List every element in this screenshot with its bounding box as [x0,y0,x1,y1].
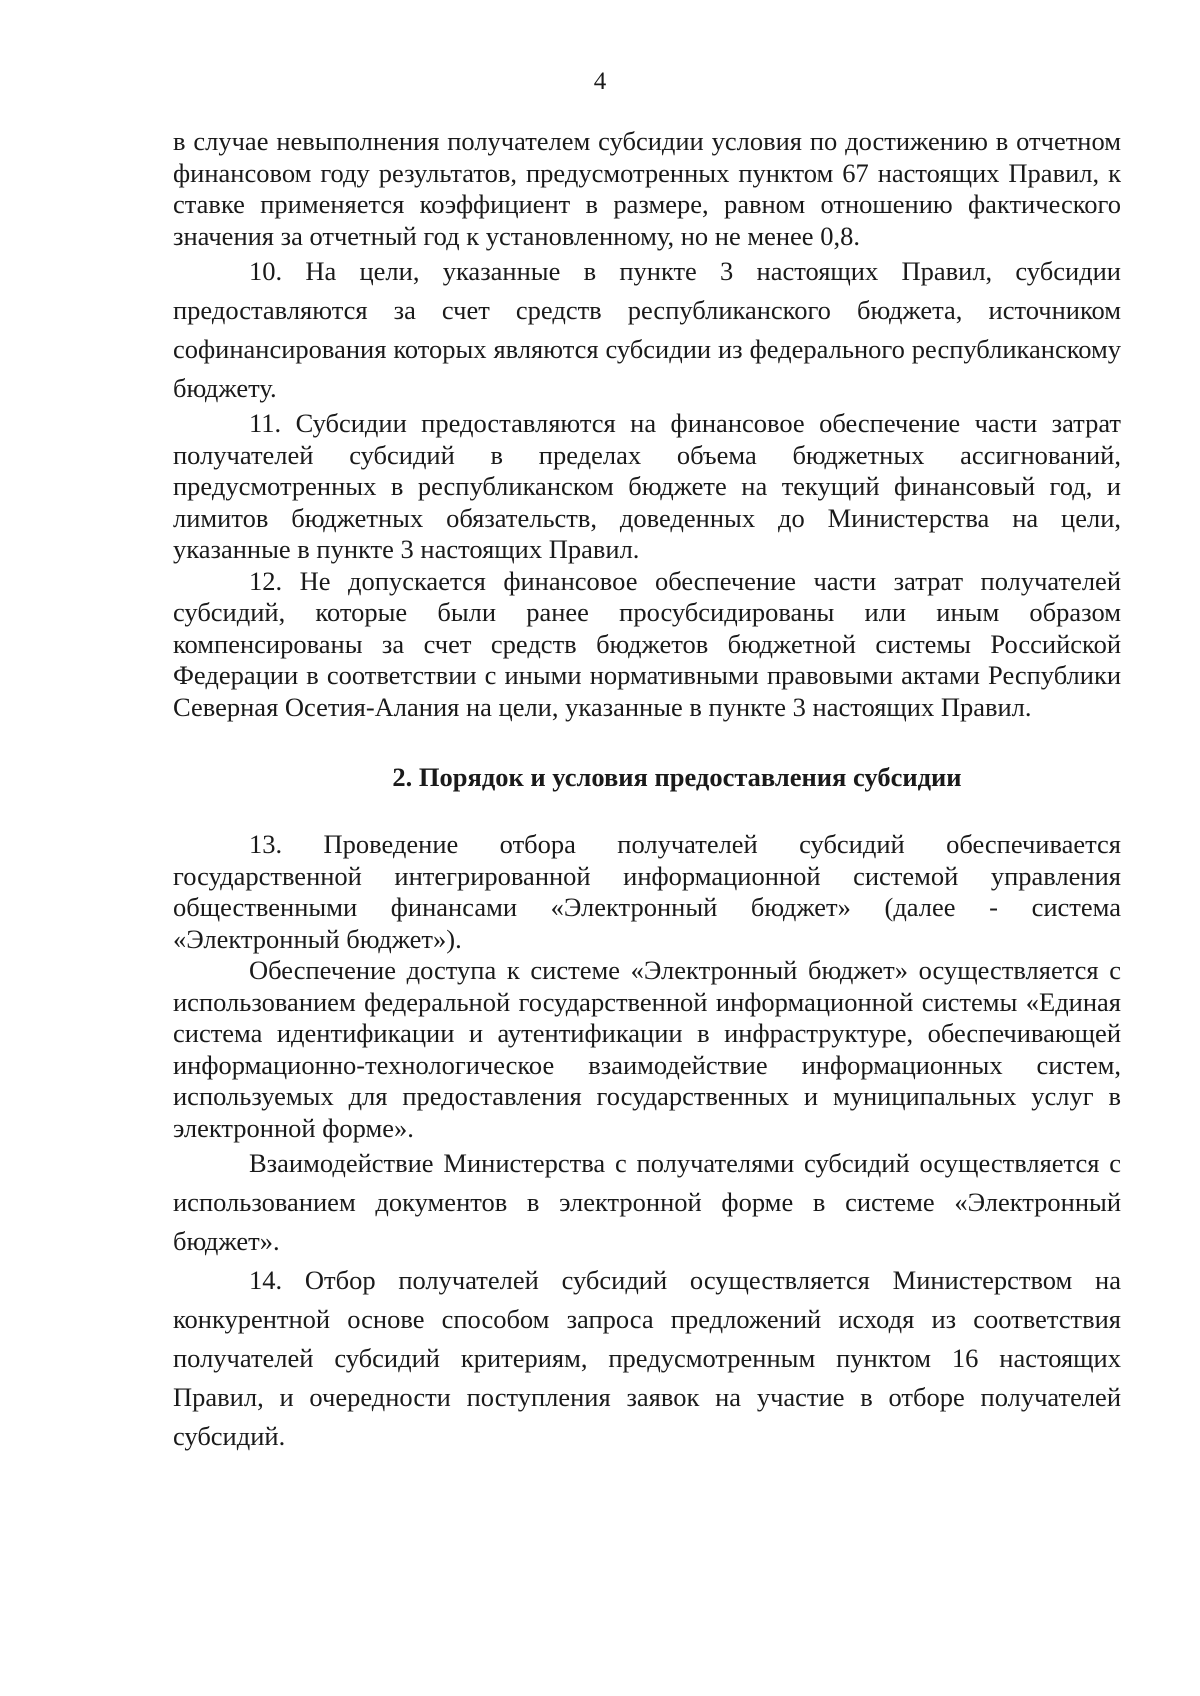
paragraph-14: 14. Отбор получателей субсидий осуществляется Министерством на конкурентной основе способом запроса предложений исходя из соответствия получателей субсидий критериям, предусмотренным пунктом 16 настоящих Правил, и очередности поступления заявок на участие в отборе получателей субсидий. [173,1265,1121,1451]
paragraph-13: 13. Проведение отбора получателей субсидий обеспечивается государственной интегрированной информационной системой управления общественными финансами «Электронный бюджет» (далее - система «Электронный бюджет»). [173,829,1121,954]
page-number: 4 [593,68,607,95]
paragraph-access: Обеспечение доступа к системе «Электронный бюджет» осуществляется с использованием федеральной государственной информационной системы «Единая система идентификации и аутентификации в инфраструктуре, обеспечивающей информационно-технологическое взаимодействие информационных систем, используемых для предоставления государственных и муниципальных услуг в электронной форме». [173,955,1121,1143]
paragraph-12: 12. Не допускается финансовое обеспечение части затрат получателей субсидий, которые были ранее просубсидированы или иным образом компенсированы за счет средств бюджетов бюджетной системы Российской Федерации в соответствии с иными нормативными правовыми актами Республики Северная Осетия-Алания на цели, указанные в пункте 3 настоящих Правил. [173,565,1121,722]
section-heading: 2. Порядок и условия предоставления субсидии [392,762,962,792]
paragraph-11: 11. Субсидии предоставляются на финансовое обеспечение части затрат получателей субсидий в пределах объема бюджетных ассигнований, предусмотренных в республиканском бюджете на текущий финансовый год, и лимитов бюджетных обязательств, доведенных до Министерства на цели, указанные в пункте 3 настоящих Правил. [173,408,1121,564]
paragraph-continuation: в случае невыполнения получателем субсидии условия по достижению в отчетном финансовом году результатов, предусмотренных пунктом 67 настоящих Правил, к ставке применяется коэффициент в размере, равном отношению фактического значения за отчетный год к установленному, но не менее 0,8. [173,126,1121,251]
document-body [173,126,1121,1456]
paragraph-10: 10. На цели, указанные в пункте 3 настоящих Правил, субсидии предоставляются за счет средств республиканского бюджета, источником софинансирования которых являются субсидии из федерального республиканскому бюджету. [173,256,1121,403]
paragraph-interaction: Взаимодействие Министерства с получателями субсидий осуществляется с использованием документов в электронной форме в системе «Электронный бюджет». [173,1148,1121,1256]
